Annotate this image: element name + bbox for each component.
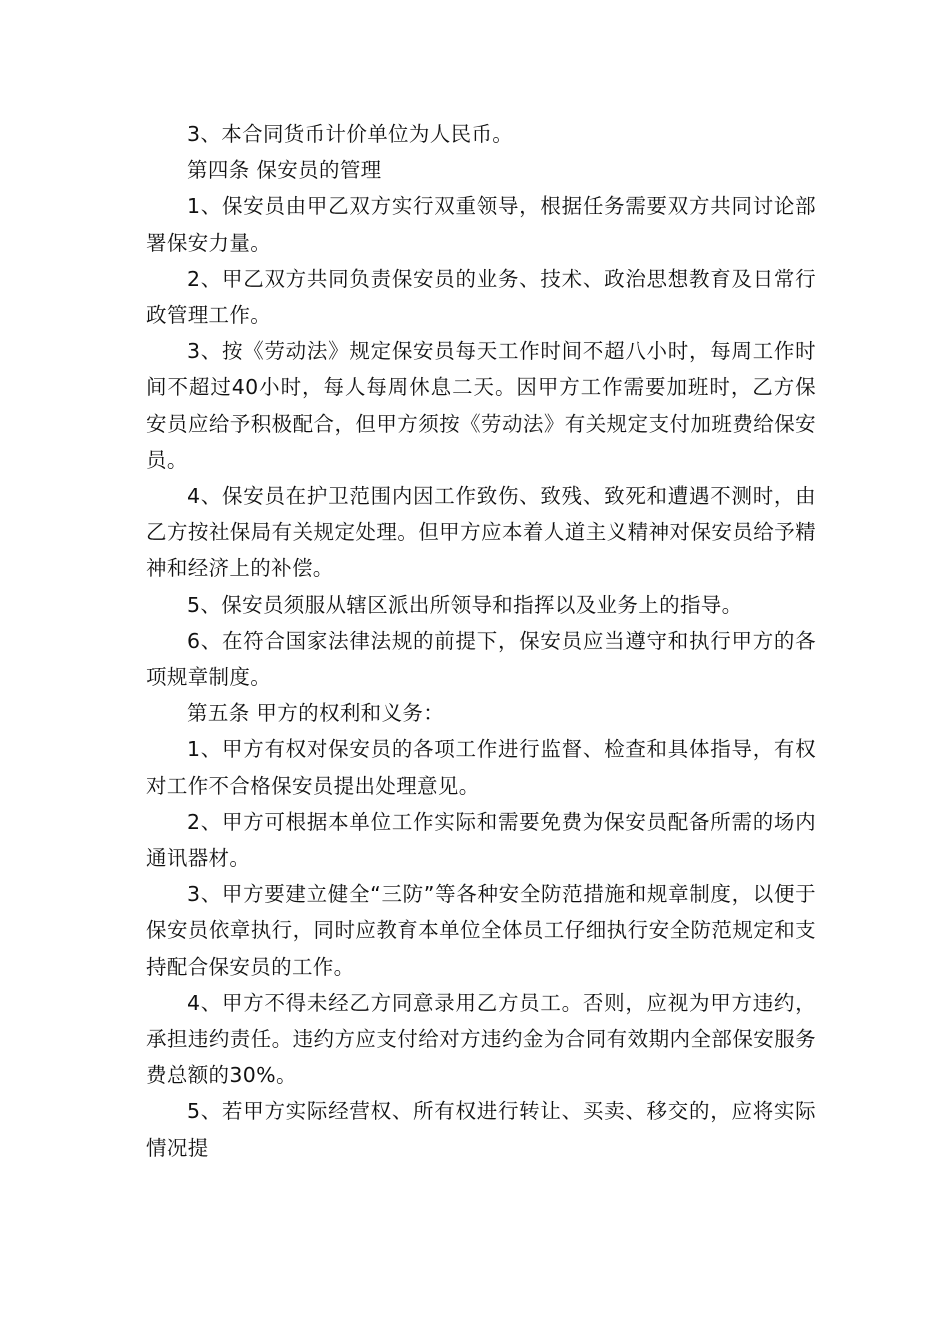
paragraph-5-1: 1、甲方有权对保安员的各项工作进行监督、检查和具体指导，有权对工作不合格保安员提出处理意见。 [146, 737, 816, 798]
paragraph-5-4: 4、甲方不得未经乙方同意录用乙方员工。否则，应视为甲方违约，承担违约责任。违约方应支付给对方违约金为合同有效期内全部保安服务费总额的30%。 [146, 990, 816, 1088]
paragraph-4-4: 4、保安员在护卫范围内因工作致伤、致残、致死和遭遇不测时，由乙方按社保局有关规定处理。但甲方应本着人道主义精神对保安员给予精神和经济上的补偿。 [146, 484, 816, 581]
paragraph-currency: 3、本合同货币计价单位为人民币。 [187, 122, 514, 146]
paragraph-5-5: 5、若甲方实际经营权、所有权进行转让、买卖、移交的，应将实际情况提 [146, 1099, 816, 1160]
paragraph-4-1: 1、保安员由甲乙双方实行双重领导，根据任务需要双方共同讨论部署保安力量。 [146, 194, 816, 255]
paragraph-4-3: 3、按《劳动法》规定保安员每天工作时间不超八小时，每周工作时间不超过40小时，每人每周休息二天。因甲方工作需要加班时，乙方保安员应给予积极配合，但甲方须按《劳动法》有关规定支付加班费给保安员。 [146, 339, 816, 472]
document-body [146, 116, 816, 1166]
paragraph-5-2: 2、甲方可根据本单位工作实际和需要免费为保安员配备所需的场内通讯器材。 [146, 809, 816, 871]
section-heading-article-4: 第四条 保安员的管理 [187, 158, 382, 183]
paragraph-4-2: 2、甲乙双方共同负责保安员的业务、技术、政治思想教育及日常行政管理工作。 [146, 266, 816, 328]
paragraph-4-5: 5、保安员须服从辖区派出所领导和指挥以及业务上的指导。 [187, 592, 743, 617]
paragraph-5-3: 3、甲方要建立健全“三防”等各种安全防范措施和规章制度，以便于保安员依章执行，同时应教育本单位全体员工仔细执行安全防范规定和支持配合保安员的工作。 [146, 882, 816, 979]
paragraph-4-6: 6、在符合国家法律法规的前提下，保安员应当遵守和执行甲方的各项规章制度。 [146, 628, 816, 690]
section-heading-article-5: 第五条 甲方的权利和义务： [187, 701, 445, 726]
